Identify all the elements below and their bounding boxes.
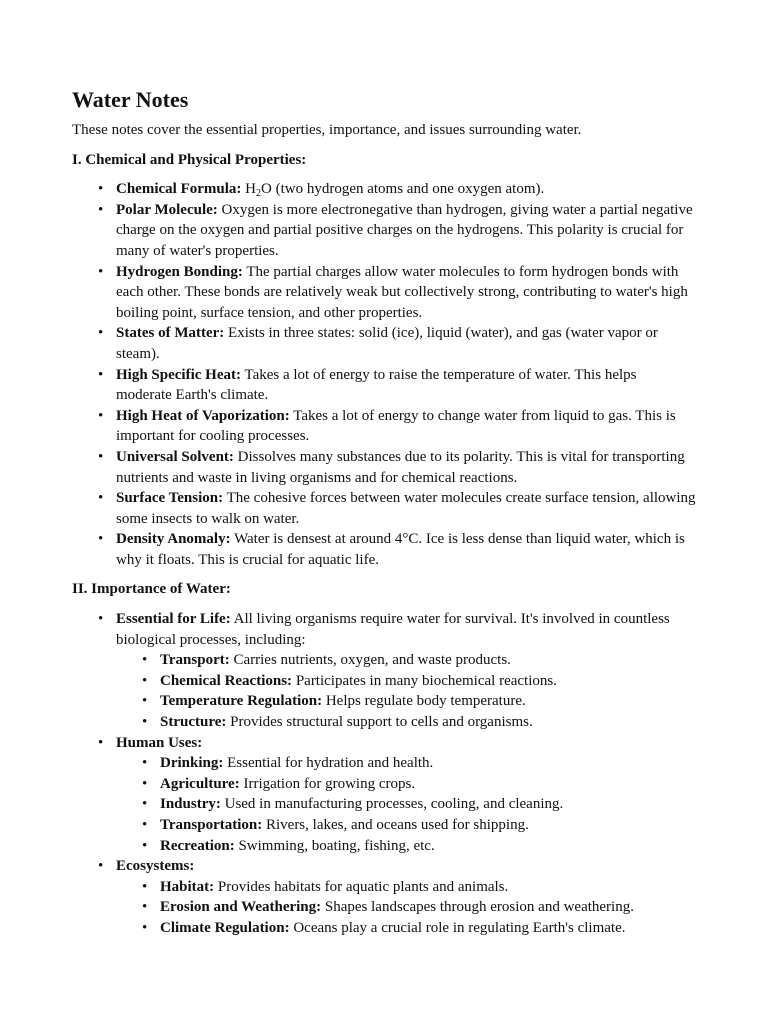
sub-list-item <box>160 836 696 857</box>
sub-list-item <box>160 794 696 815</box>
sub-list <box>116 753 696 856</box>
sub-item-label: Agriculture: <box>160 775 240 792</box>
list-item <box>116 488 696 529</box>
section-heading-importance: II. Importance of Water: <box>72 581 231 598</box>
list-item <box>116 323 696 364</box>
sub-list <box>116 650 696 732</box>
item-text: Dissolves many substances due to its polarity. This is vital for transporting nutrients and waste in living organisms and for chemical reactions. <box>116 448 685 486</box>
sub-item-label: Habitat: <box>160 878 215 895</box>
item-text: Takes a lot of energy to raise the temperature of water. This helps moderate Earth's climate. <box>116 366 637 404</box>
item-text: Water is densest at around 4°C. Ice is less dense than liquid water, which is why it floats. This is crucial for aquatic life. <box>116 531 685 568</box>
list-item <box>116 447 696 488</box>
sub-item-text: Essential for hydration and health. <box>223 755 434 772</box>
list-item <box>116 406 696 447</box>
sub-list-item <box>160 753 696 774</box>
sub-item-text: Irrigation for growing crops. <box>239 775 416 792</box>
sub-list-item <box>160 897 696 918</box>
sub-list-item <box>160 815 696 836</box>
item-text: The partial charges allow water molecules to form hydrogen bonds with each other. These bonds are relatively weak but collectively strong, contributing to water's high boiling point, surface tension, and other properties. <box>116 263 688 321</box>
formula-o: O <box>260 181 272 198</box>
sub-item-text: Participates in many biochemical reactions. <box>292 672 557 689</box>
sub-item-label: Transport: <box>160 652 230 669</box>
item-label: Density Anomaly: <box>116 531 231 548</box>
item-text: All living organisms require water for survival. It's involved in countless biological processes, including: <box>116 611 670 648</box>
sub-item-label: Erosion and Weathering: <box>160 899 322 916</box>
item-label: Chemical Formula: <box>116 181 242 198</box>
item-text: (two hydrogen atoms and one oxygen atom). <box>271 181 545 198</box>
item-label: Essential for Life: <box>116 611 231 628</box>
page-title: Water Notes <box>72 87 189 112</box>
sub-item-label: Industry: <box>160 796 221 813</box>
sub-item-text: Carries nutrients, oxygen, and waste products. <box>229 652 511 669</box>
item-label: States of Matter: <box>116 325 225 342</box>
item-label: Polar Molecule: <box>116 201 218 218</box>
sub-item-label: Structure: <box>160 714 227 731</box>
sub-list-item <box>160 671 696 692</box>
sub-list <box>116 877 696 939</box>
sub-list-item <box>160 918 696 939</box>
sub-item-text: Used in manufacturing processes, cooling, and cleaning. <box>220 796 564 813</box>
sub-list-item <box>160 691 696 712</box>
sub-list-item <box>160 877 696 898</box>
item-label: Human Uses: <box>116 734 203 751</box>
sub-item-label: Chemical Reactions: <box>160 672 293 689</box>
item-label: Hydrogen Bonding: <box>116 263 243 280</box>
item-label: Surface Tension: <box>116 490 224 507</box>
section-heading-properties: I. Chemical and Physical Properties: <box>72 151 307 168</box>
formula-h: H <box>245 181 256 198</box>
formula-subscript: 2 <box>255 188 261 200</box>
item-text: Exists in three states: solid (ice), liquid (water), and gas (water vapor or steam). <box>116 325 658 362</box>
sub-list-item <box>160 712 696 733</box>
list-item <box>116 365 696 406</box>
list-item <box>116 856 696 938</box>
properties-list <box>72 179 696 570</box>
sub-item-label: Recreation: <box>160 837 235 854</box>
sub-item-label: Climate Regulation: <box>160 919 290 936</box>
item-label: High Heat of Vaporization: <box>116 407 290 424</box>
sub-item-text: Provides structural support to cells and organisms. <box>226 714 533 731</box>
list-item <box>116 733 696 857</box>
list-item <box>116 609 696 733</box>
sub-item-text: Shapes landscapes through erosion and weathering. <box>321 899 634 916</box>
sub-item-text: Provides habitats for aquatic plants and animals. <box>214 878 509 895</box>
sub-item-text: Swimming, boating, fishing, etc. <box>234 837 435 854</box>
sub-item-text: Helps regulate body temperature. <box>322 693 526 710</box>
sub-item-label: Transportation: <box>160 817 263 833</box>
sub-item-text: Rivers, lakes, and oceans used for shipping. <box>262 817 529 833</box>
importance-list <box>72 609 696 939</box>
item-label: Universal Solvent: <box>116 448 234 465</box>
item-label: Ecosystems: <box>116 858 195 875</box>
list-item <box>116 179 696 200</box>
item-label: High Specific Heat: <box>116 366 241 383</box>
item-text: Oxygen is more electronegative than hydrogen, giving water a partial negative charge on the oxygen and partial positive charges on the hydrogens. This polarity is crucial for many of water's properties. <box>116 201 693 259</box>
sub-list-item <box>160 650 696 671</box>
item-text: Takes a lot of energy to change water from liquid to gas. This is important for cooling processes. <box>116 407 676 445</box>
list-item <box>116 200 696 262</box>
sub-list-item <box>160 774 696 795</box>
list-item <box>116 529 696 570</box>
sub-item-label: Drinking: <box>160 755 224 772</box>
intro-paragraph: These notes cover the essential properties, importance, and issues surrounding water. <box>72 122 582 138</box>
sub-item-text: Oceans play a crucial role in regulating Earth's climate. <box>289 919 626 936</box>
item-text: The cohesive forces between water molecules create surface tension, allowing some insects to walk on water. <box>116 490 696 527</box>
list-item <box>116 262 696 324</box>
sub-item-label: Temperature Regulation: <box>160 693 323 710</box>
